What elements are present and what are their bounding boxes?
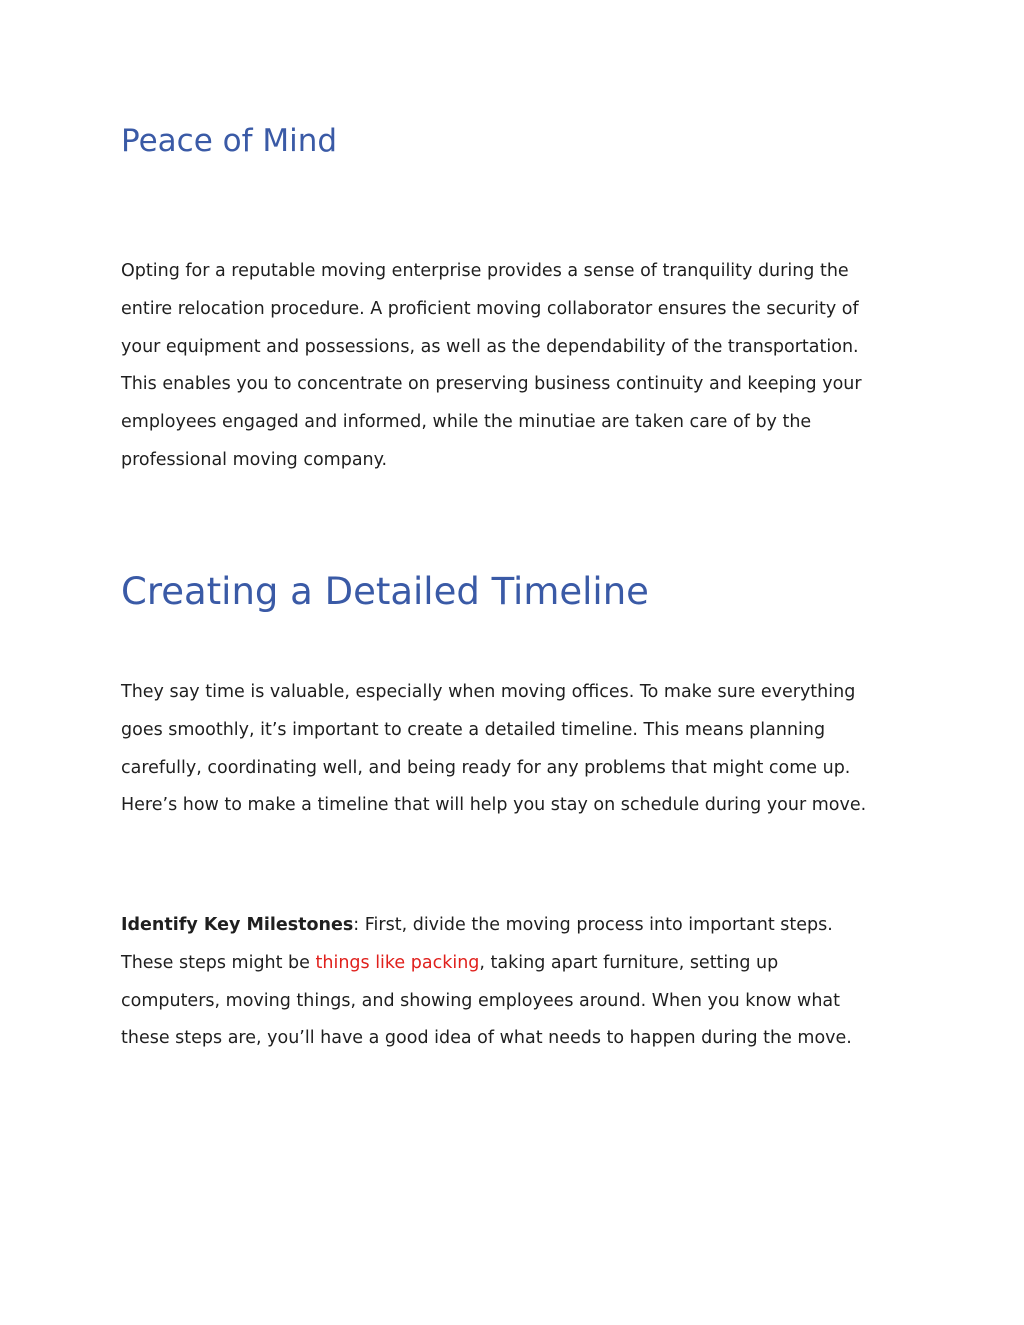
paragraph-line [121, 907, 921, 945]
line-text: These steps might be [121, 952, 316, 973]
heading-peace-of-mind: Peace of Mind [121, 123, 338, 159]
paragraph-key-milestones [121, 907, 921, 1058]
paragraph-line: carefully, coordinating well, and being ready for any problems that might come up. [121, 757, 851, 778]
paragraph-line: computers, moving things, and showing employees around. When you know what [121, 990, 841, 1011]
paragraph-line: employees engaged and informed, while the minutiae are taken care of by the [121, 412, 812, 433]
paragraph-peace-of-mind [121, 253, 921, 480]
line-text: : First, divide the moving process into important steps. [353, 915, 833, 935]
packing-link[interactable]: things like packing [315, 952, 480, 973]
paragraph-line: This enables you to concentrate on preserving business continuity and keeping your [121, 374, 862, 395]
paragraph-line: professional moving company. [121, 449, 388, 470]
paragraph-line: these steps are, you’ll have a good idea of what needs to happen during the move. [121, 1028, 852, 1049]
line-text: , taking apart furniture, setting up [479, 952, 779, 973]
paragraph-line: Opting for a reputable moving enterprise provides a sense of tranquility during the [121, 261, 849, 281]
paragraph-timeline-intro [121, 674, 921, 825]
paragraph-line: They say time is valuable, especially when moving offices. To make sure everything [121, 682, 856, 702]
paragraph-line [121, 945, 921, 983]
bold-term: Identify Key Milestones [121, 915, 354, 935]
paragraph-line: entire relocation procedure. A proficient moving collaborator ensures the security of [121, 298, 859, 319]
paragraph-line: Here’s how to make a timeline that will help you stay on schedule during your move. [121, 795, 867, 816]
paragraph-line: your equipment and possessions, as well as the dependability of the transportation. [121, 336, 859, 357]
paragraph-line: goes smoothly, it’s important to create a detailed timeline. This means planning [121, 719, 826, 740]
heading-creating-timeline: Creating a Detailed Timeline [121, 570, 649, 613]
